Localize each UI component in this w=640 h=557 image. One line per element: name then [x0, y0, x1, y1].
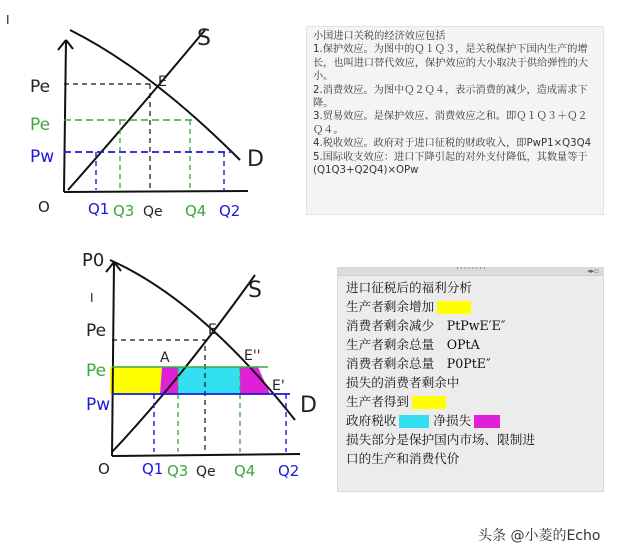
- demand-label-2: D: [300, 393, 317, 418]
- diagram-1: [6, 13, 264, 220]
- y-axis: [58, 40, 73, 192]
- welfare-analysis-note: [337, 264, 604, 492]
- pe-label: Pe: [30, 77, 51, 97]
- q3-q4-lines: [120, 120, 190, 190]
- welfare-line-consumer-total: 消费者剩余总量 P0PtE″: [346, 356, 491, 371]
- y-axis-2: [106, 262, 121, 456]
- axis-i-label-2: I: [90, 291, 94, 305]
- note-item-1: 1.保护效应。为图中的Ｑ１Ｑ３，是关税保护下国内生产的增长，也叫进口替代效应，保护效应的大小取决于供给弹性的大小。: [313, 44, 589, 83]
- window-buttons-icon[interactable]: ◂▸▫: [587, 267, 599, 275]
- axis-p0-label: P0: [82, 250, 105, 271]
- note-item-2: 2.消费效应。为图中Ｑ２Ｑ４，表示消费的减少，造成需求下降。: [313, 84, 588, 110]
- origin-label-2: O: [98, 460, 110, 478]
- pe-green-label: Pe: [30, 115, 51, 135]
- x-axis-2: [112, 454, 300, 456]
- tariff-revenue-area: [178, 367, 240, 394]
- yellow-swatch: [437, 301, 471, 314]
- point-e1-label: E': [272, 378, 285, 394]
- producer-gain-area: [110, 367, 162, 394]
- x-axis: [64, 191, 248, 192]
- note-window-bar[interactable]: [338, 264, 603, 276]
- pw-label: Pw: [30, 147, 55, 167]
- yellow-swatch-2: [412, 396, 446, 409]
- qe-label-2: Qe: [196, 464, 216, 480]
- pe-green-label-2: Pe: [86, 361, 107, 381]
- supply-label: S: [197, 26, 211, 51]
- demand-label: D: [247, 147, 264, 172]
- drag-handle-icon[interactable]: ········: [456, 264, 487, 274]
- q3-label: Q3: [113, 202, 135, 220]
- welfare-title: 进口征税后的福利分析: [346, 280, 472, 295]
- q1-q2-lines: [96, 152, 224, 190]
- net-loss-area-right: [240, 367, 270, 394]
- axis-i-label: I: [6, 13, 10, 27]
- note-title: 小国进口关税的经济效应包括: [313, 31, 446, 42]
- note-item-5: 5.国际收支效应：进口下降引起的对外支付降低，其数量等于(Q1Q3+Q2Q4)×OPw: [313, 151, 588, 177]
- pe-label-2: Pe: [86, 321, 107, 341]
- pe-qe-lines-2: [112, 340, 205, 452]
- point-a-label: A: [160, 350, 170, 366]
- tariff-effects-note: [306, 26, 604, 215]
- cyan-swatch: [399, 415, 429, 428]
- q1-label-2: Q1: [142, 460, 164, 478]
- supply-label-2: S: [248, 278, 262, 303]
- welfare-line-producer-total: 生产者剩余总量 OPtA: [346, 337, 480, 352]
- point-e2-label: E'': [244, 348, 261, 364]
- q1-label: Q1: [88, 200, 110, 218]
- q4-label: Q4: [185, 202, 207, 220]
- q4-label-2: Q4: [234, 462, 256, 480]
- watermark: 头条 @小菱的Echo: [478, 528, 601, 544]
- welfare-line-lost-surplus: 损失的消费者剩余中: [346, 375, 460, 390]
- origin-label: O: [38, 198, 50, 216]
- magenta-swatch: [474, 415, 500, 428]
- q3-label-2: Q3: [167, 462, 189, 480]
- pw-label-2: Pw: [86, 395, 111, 415]
- q2-label-2: Q2: [278, 462, 300, 480]
- supply-curve: [68, 30, 205, 190]
- welfare-line-tax-netloss: 政府税收 净损失: [346, 411, 603, 430]
- welfare-line-conclusion-2: 口的生产和消费代价: [346, 451, 460, 466]
- note-item-3: 3.贸易效应。是保护效应、消费效应之和。即Ｑ１Ｑ３＋Ｑ２Ｑ４。: [313, 111, 588, 136]
- welfare-line-consumer-loss: 消费者剩余减少 PtPwE′E″: [346, 318, 506, 333]
- demand-curve: [70, 30, 240, 160]
- welfare-line-producer-gets: 生产者得到: [346, 392, 603, 411]
- supply-curve-2: [112, 275, 255, 452]
- equilibrium-label: E: [158, 74, 167, 90]
- qe-label: Qe: [143, 204, 163, 220]
- welfare-line-producer-gain: 生产者剩余增加: [346, 297, 603, 316]
- q1-q2-lines-2: [154, 394, 286, 452]
- note-item-4: 4.税收效应。政府对于进口征税的财政收入，即PwP1×Q3Q4: [313, 138, 592, 150]
- q2-label: Q2: [219, 202, 241, 220]
- point-e-label: E: [208, 322, 217, 338]
- welfare-line-conclusion-1: 损失部分是保护国内市场、限制进: [346, 432, 535, 447]
- diagram-2: [82, 250, 317, 480]
